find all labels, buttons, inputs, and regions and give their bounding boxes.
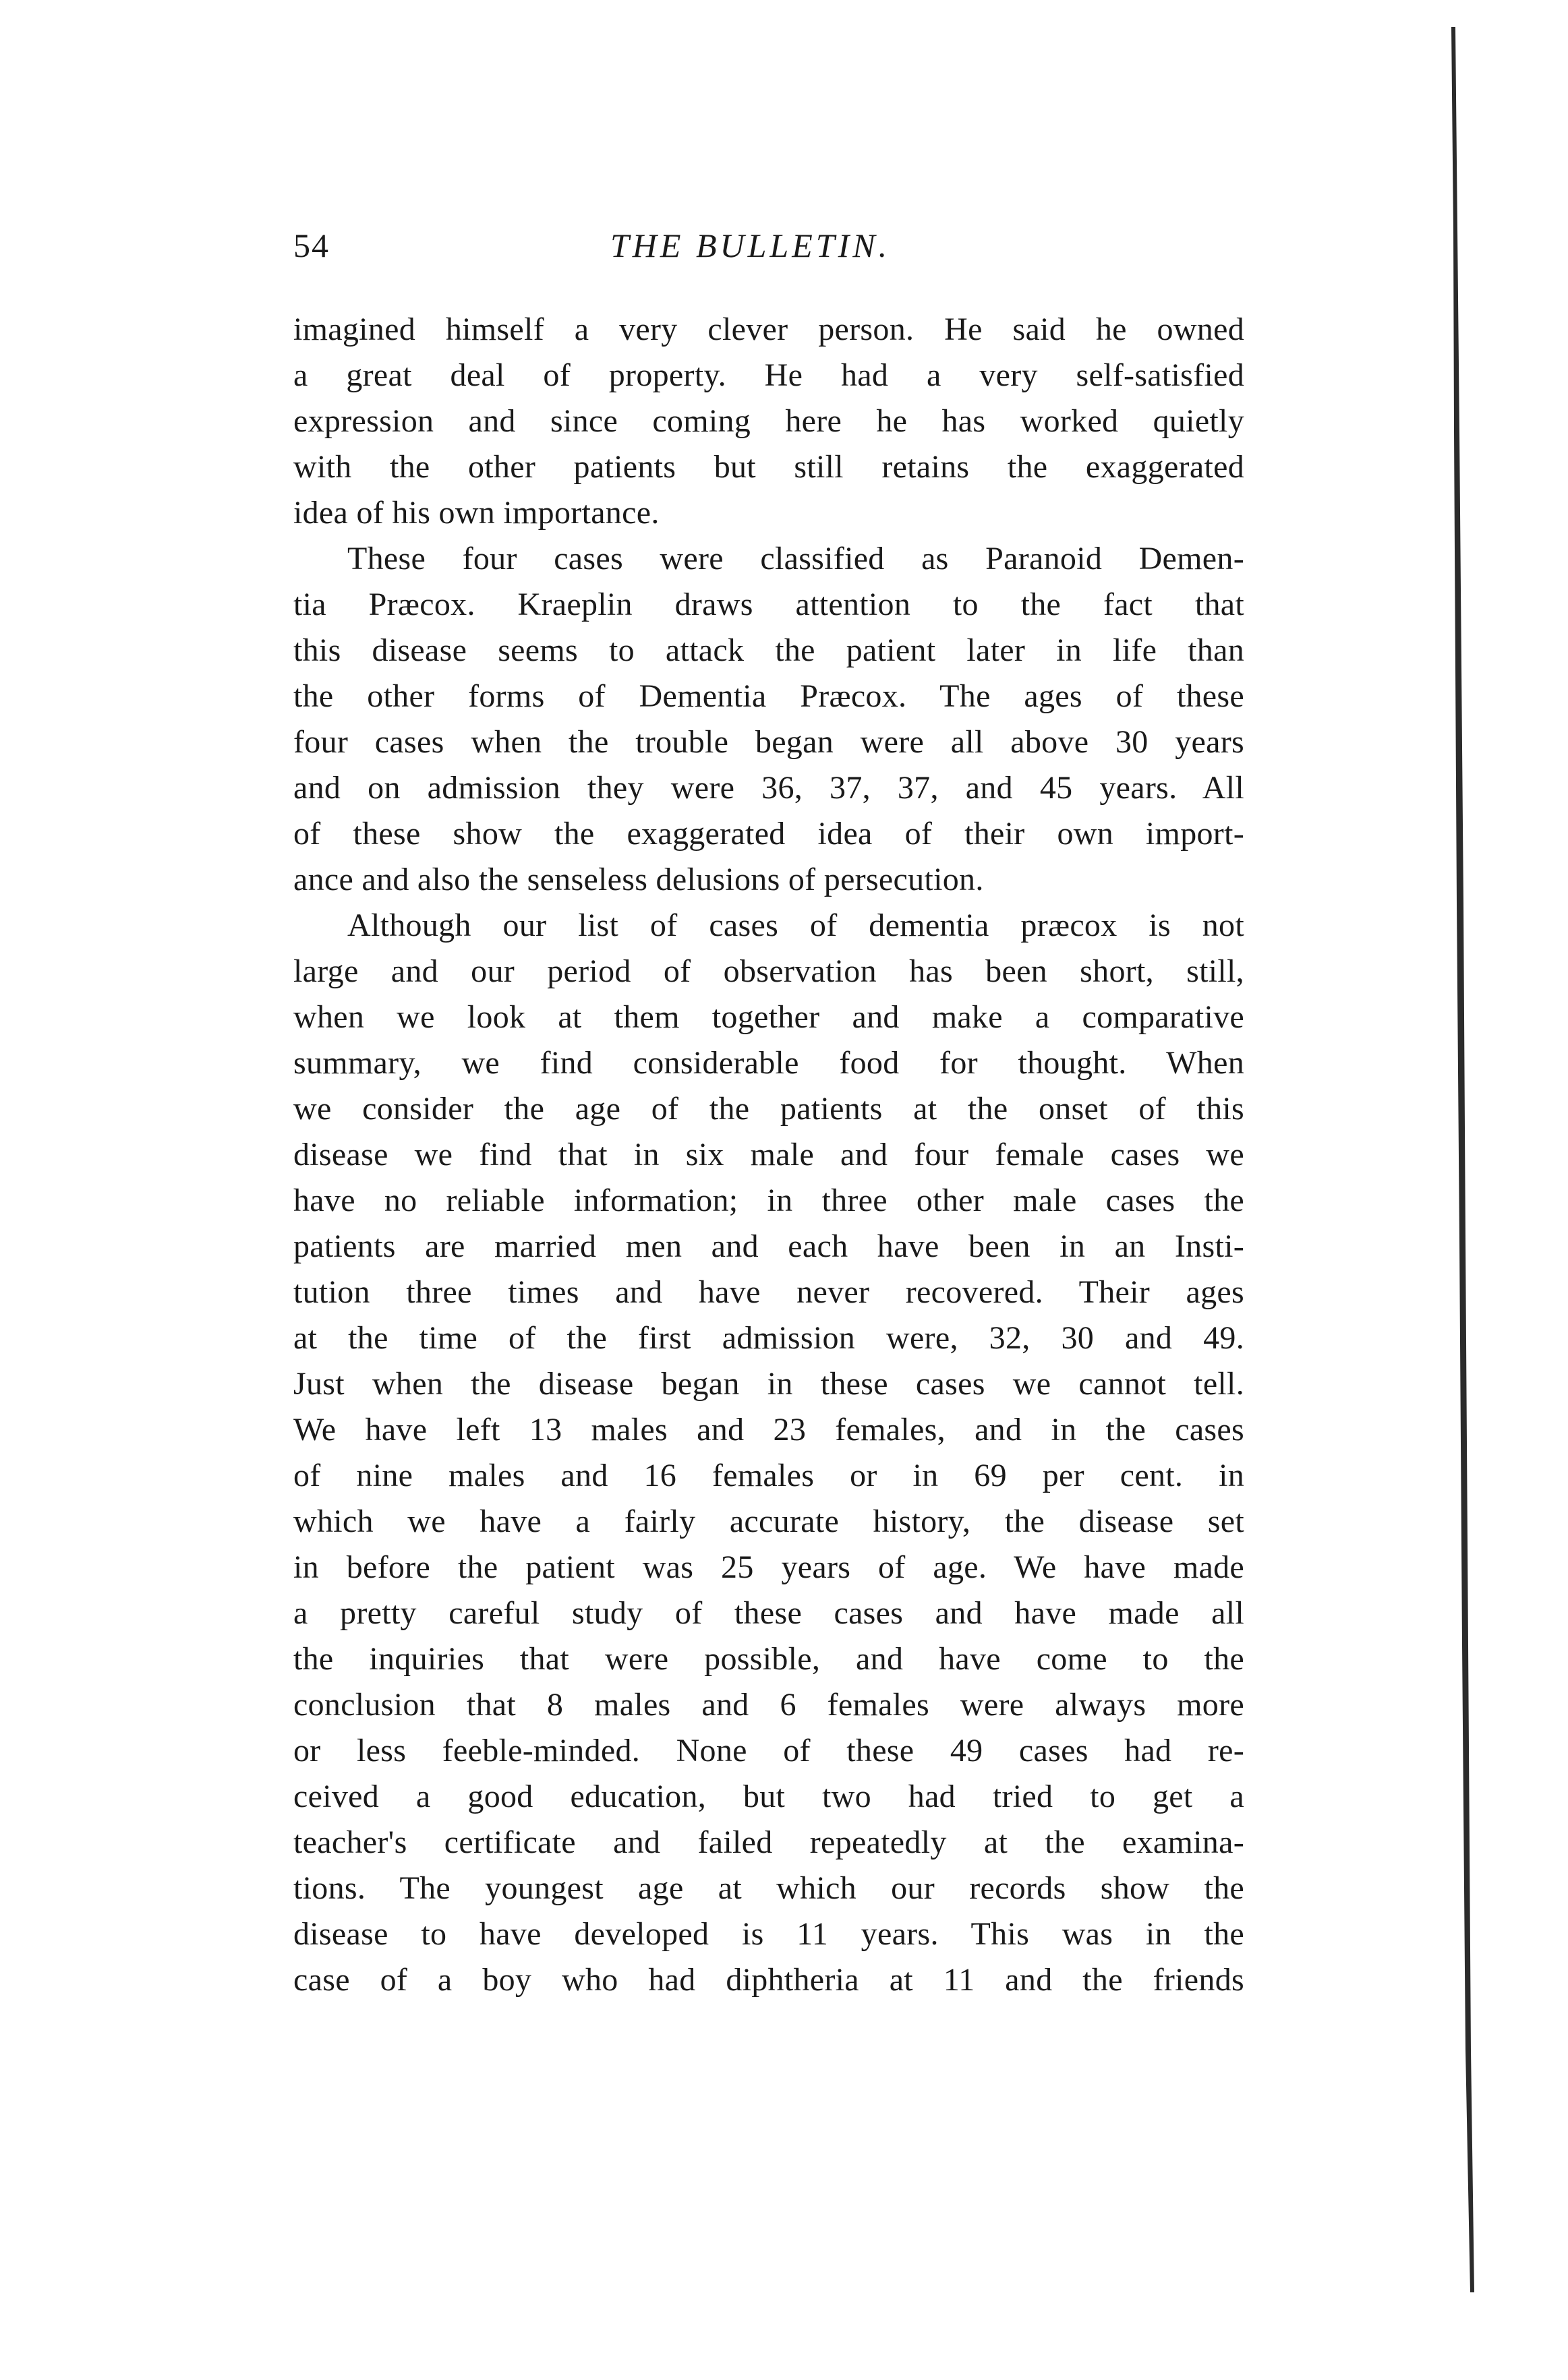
text-line: tions. The youngest age at which our records show the — [293, 1870, 1244, 1906]
text-line: at the time of the first admission were, 32, 30 and 49. — [293, 1320, 1244, 1356]
text-line: which we have a fairly accurate history, the disease set — [293, 1504, 1244, 1539]
text-line: Just when the disease began in these cases we cannot tell. — [293, 1366, 1244, 1402]
text-line: of these show the exaggerated idea of their own import- — [293, 816, 1244, 852]
text-line: patients are married men and each have been in an Insti- — [293, 1228, 1244, 1264]
text-line: a great deal of property. He had a very self-satisfied — [293, 357, 1244, 393]
body-text — [293, 307, 1244, 2003]
page-number: 54 — [293, 227, 330, 264]
text-line: tia Præcox. Kraeplin draws attention to the fact that — [293, 587, 1244, 622]
text-line: large and our period of observation has been short, still, — [293, 953, 1244, 989]
text-line: when we look at them together and make a comparative — [293, 999, 1244, 1035]
text-line: summary, we find considerable food for thought. When — [293, 1045, 1244, 1081]
text-line: with the other patients but still retains the exaggerated — [293, 449, 1244, 485]
text-line: in before the patient was 25 years of age. We have made — [293, 1549, 1244, 1585]
text-line: a pretty careful study of these cases and have made all — [293, 1595, 1244, 1631]
text-line: four cases when the trouble began were all above 30 years — [293, 724, 1244, 760]
text-line: or less feeble-minded. None of these 49 cases had re- — [293, 1733, 1244, 1768]
text-line: We have left 13 males and 23 females, and in the cases — [293, 1412, 1244, 1448]
text-line: the inquiries that were possible, and have come to the — [293, 1641, 1244, 1677]
text-line: the other forms of Dementia Præcox. The ages of these — [293, 678, 1244, 714]
text-line: teacher's certificate and failed repeatedly at the examina- — [293, 1824, 1244, 1860]
text-line: this disease seems to attack the patient later in life than — [293, 632, 1244, 668]
text-line: imagined himself a very clever person. He said he owned — [293, 311, 1244, 347]
text-line: expression and since coming here he has worked quietly — [293, 403, 1244, 439]
paragraph-first-line: These four cases were classified as Paranoid Demen- — [347, 541, 1244, 576]
text-line: idea of his own importance. — [293, 495, 660, 531]
text-line: and on admission they were 36, 37, 37, and 45 years. All — [293, 770, 1244, 806]
text-line: conclusion that 8 males and 6 females were always more — [293, 1687, 1244, 1723]
text-line: of nine males and 16 females or in 69 per cent. in — [293, 1458, 1244, 1493]
text-line: disease we find that in six male and four female cases we — [293, 1137, 1244, 1172]
text-line: have no reliable information; in three other male cases the — [293, 1183, 1244, 1218]
running-head: THE BULLETIN. — [610, 227, 891, 264]
page-edge-shadow — [1443, 27, 1490, 2292]
text-line: disease to have developed is 11 years. This was in the — [293, 1916, 1244, 1952]
paragraph-first-line: Although our list of cases of dementia præcox is not — [347, 908, 1244, 943]
text-line: we consider the age of the patients at the onset of this — [293, 1091, 1244, 1127]
text-line: ance and also the senseless delusions of persecution. — [293, 862, 984, 897]
text-line: case of a boy who had diphtheria at 11 and the friends — [293, 1962, 1244, 1998]
text-line: ceived a good education, but two had tried to get a — [293, 1779, 1244, 1814]
page-header — [293, 226, 1244, 273]
text-line: tution three times and have never recovered. Their ages — [293, 1274, 1244, 1310]
